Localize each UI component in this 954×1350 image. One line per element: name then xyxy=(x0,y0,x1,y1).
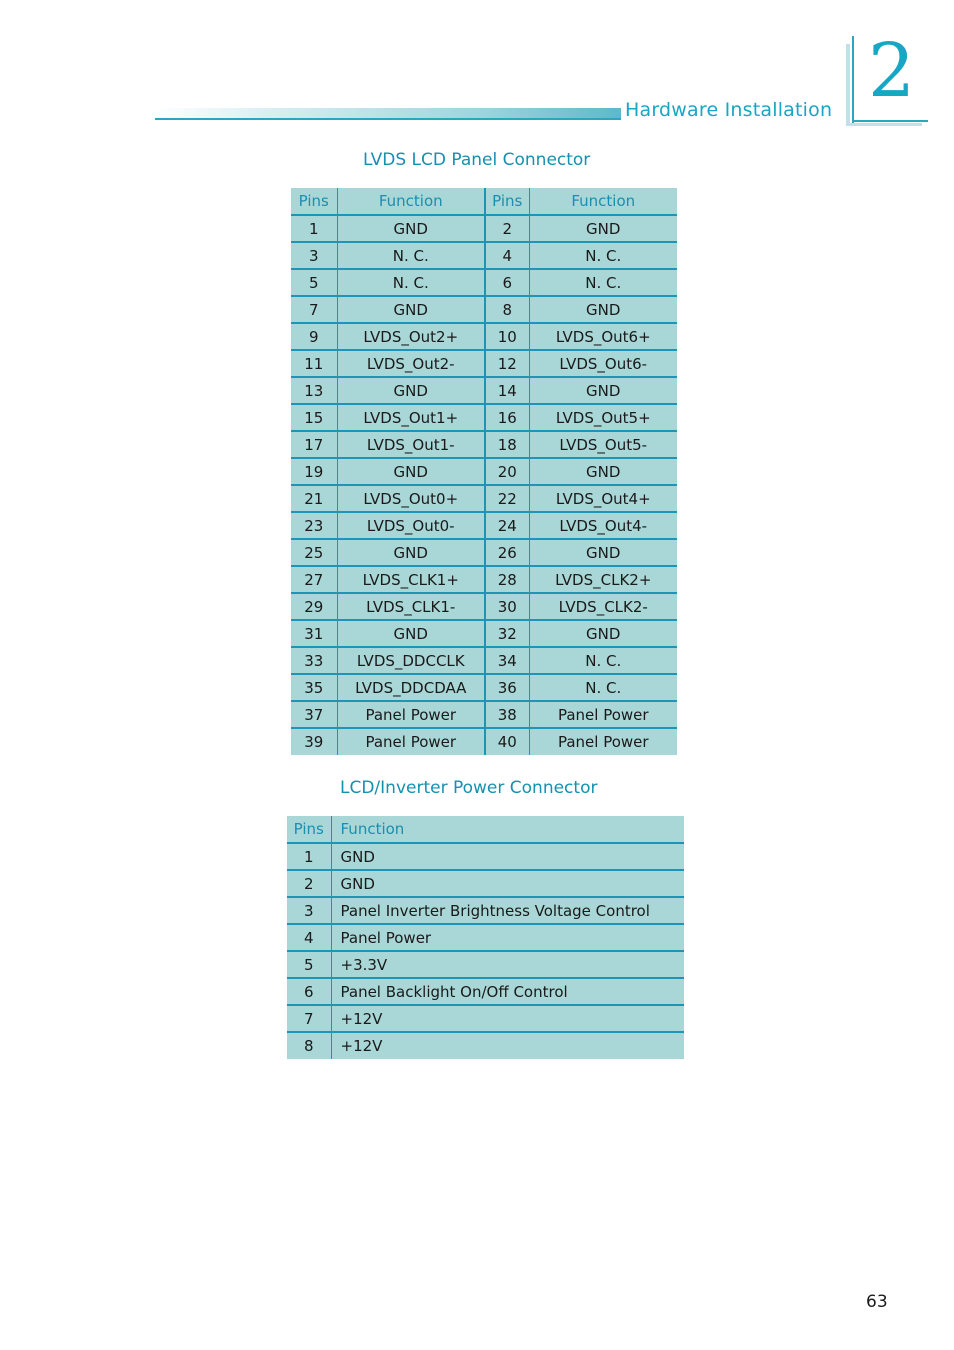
function-cell: GND xyxy=(529,215,677,242)
function-cell: +12V xyxy=(331,1005,684,1032)
function-cell: N. C. xyxy=(529,674,677,701)
table-row xyxy=(291,350,677,377)
pin-cell: 12 xyxy=(485,350,529,377)
pin-cell: 13 xyxy=(291,377,337,404)
pin-cell: 28 xyxy=(485,566,529,593)
pin-cell: 20 xyxy=(485,458,529,485)
table-row xyxy=(291,269,677,296)
function-cell: LVDS_CLK2- xyxy=(529,593,677,620)
function-cell: GND xyxy=(529,620,677,647)
table-row xyxy=(291,593,677,620)
function-cell: GND xyxy=(331,843,684,870)
pin-cell: 1 xyxy=(287,843,331,870)
pin-cell: 36 xyxy=(485,674,529,701)
function-cell: GND xyxy=(337,215,485,242)
pin-cell: 10 xyxy=(485,323,529,350)
pin-cell: 31 xyxy=(291,620,337,647)
function-cell: N. C. xyxy=(337,269,485,296)
function-cell: Panel Power xyxy=(337,728,485,755)
pin-cell: 6 xyxy=(485,269,529,296)
pin-cell: 35 xyxy=(291,674,337,701)
function-cell: Panel Power xyxy=(529,728,677,755)
function-cell: GND xyxy=(529,539,677,566)
table-row xyxy=(291,215,677,242)
pin-cell: 9 xyxy=(291,323,337,350)
pin-cell: 32 xyxy=(485,620,529,647)
pin-cell: 6 xyxy=(287,978,331,1005)
function-cell: LVDS_Out1+ xyxy=(337,404,485,431)
table-row xyxy=(291,296,677,323)
pin-cell: 18 xyxy=(485,431,529,458)
function-cell: GND xyxy=(337,296,485,323)
function-cell: GND xyxy=(337,539,485,566)
function-cell: LVDS_DDCDAA xyxy=(337,674,485,701)
pin-cell: 5 xyxy=(291,269,337,296)
table-row xyxy=(287,978,684,1005)
table-row xyxy=(291,458,677,485)
function-cell: Panel Power xyxy=(337,701,485,728)
pin-cell: 29 xyxy=(291,593,337,620)
pin-cell: 8 xyxy=(485,296,529,323)
table-row xyxy=(291,620,677,647)
pin-cell: 1 xyxy=(291,215,337,242)
function-cell: +3.3V xyxy=(331,951,684,978)
table-row xyxy=(291,431,677,458)
function-cell: GND xyxy=(337,377,485,404)
function-cell: GND xyxy=(337,458,485,485)
function-cell: Panel Inverter Brightness Voltage Control xyxy=(331,897,684,924)
pin-cell: 39 xyxy=(291,728,337,755)
pin-cell: 8 xyxy=(287,1032,331,1059)
table-row xyxy=(291,701,677,728)
table-row xyxy=(291,404,677,431)
pin-cell: 30 xyxy=(485,593,529,620)
function-cell: LVDS_Out5+ xyxy=(529,404,677,431)
function-cell: N. C. xyxy=(337,242,485,269)
pin-cell: 23 xyxy=(291,512,337,539)
function-cell: GND xyxy=(529,377,677,404)
function-cell: Panel Backlight On/Off Control xyxy=(331,978,684,1005)
pin-cell: 7 xyxy=(287,1005,331,1032)
column-header: Pins xyxy=(287,816,331,843)
pin-cell: 27 xyxy=(291,566,337,593)
pin-cell: 38 xyxy=(485,701,529,728)
function-cell: LVDS_Out4- xyxy=(529,512,677,539)
pin-cell: 4 xyxy=(485,242,529,269)
chapter-title: Hardware Installation xyxy=(625,99,833,121)
function-cell: LVDS_Out2- xyxy=(337,350,485,377)
pin-cell: 22 xyxy=(485,485,529,512)
column-header: Function xyxy=(337,188,485,215)
pin-cell: 19 xyxy=(291,458,337,485)
function-cell: GND xyxy=(337,620,485,647)
function-cell: LVDS_CLK2+ xyxy=(529,566,677,593)
function-cell: LVDS_Out1- xyxy=(337,431,485,458)
function-cell: GND xyxy=(529,458,677,485)
column-header: Pins xyxy=(485,188,529,215)
function-cell: LVDS_CLK1- xyxy=(337,593,485,620)
pin-cell: 3 xyxy=(287,897,331,924)
function-cell: LVDS_Out6+ xyxy=(529,323,677,350)
pin-cell: 16 xyxy=(485,404,529,431)
table-row xyxy=(291,674,677,701)
pin-cell: 37 xyxy=(291,701,337,728)
function-cell: LVDS_Out4+ xyxy=(529,485,677,512)
table-row xyxy=(291,485,677,512)
table-row xyxy=(287,843,684,870)
inverter-table-title: LCD/Inverter Power Connector xyxy=(340,778,598,798)
column-header: Function xyxy=(331,816,684,843)
table-row xyxy=(291,323,677,350)
pin-cell: 34 xyxy=(485,647,529,674)
function-cell: LVDS_Out0- xyxy=(337,512,485,539)
function-cell: +12V xyxy=(331,1032,684,1059)
header-rule xyxy=(155,118,621,120)
table-row xyxy=(287,951,684,978)
pin-cell: 21 xyxy=(291,485,337,512)
pin-cell: 14 xyxy=(485,377,529,404)
pin-cell: 24 xyxy=(485,512,529,539)
table-row xyxy=(291,728,677,755)
function-cell: Panel Power xyxy=(529,701,677,728)
function-cell: LVDS_DDCCLK xyxy=(337,647,485,674)
function-cell: N. C. xyxy=(529,269,677,296)
column-header: Pins xyxy=(291,188,337,215)
function-cell: Panel Power xyxy=(331,924,684,951)
function-cell: LVDS_Out0+ xyxy=(337,485,485,512)
table-row xyxy=(291,512,677,539)
table-row xyxy=(287,924,684,951)
table-row xyxy=(291,539,677,566)
pin-cell: 4 xyxy=(287,924,331,951)
function-cell: LVDS_Out2+ xyxy=(337,323,485,350)
pin-cell: 2 xyxy=(485,215,529,242)
pin-cell: 2 xyxy=(287,870,331,897)
function-cell: N. C. xyxy=(529,647,677,674)
pin-cell: 40 xyxy=(485,728,529,755)
chapter-number: 2 xyxy=(868,28,916,114)
table-row xyxy=(287,1005,684,1032)
function-cell: N. C. xyxy=(529,242,677,269)
pin-cell: 5 xyxy=(287,951,331,978)
function-cell: GND xyxy=(529,296,677,323)
table-row xyxy=(291,566,677,593)
table-row xyxy=(291,647,677,674)
pin-cell: 11 xyxy=(291,350,337,377)
column-header: Function xyxy=(529,188,677,215)
table-row xyxy=(287,870,684,897)
table-row xyxy=(291,242,677,269)
pin-cell: 17 xyxy=(291,431,337,458)
pin-cell: 15 xyxy=(291,404,337,431)
table-row xyxy=(287,897,684,924)
inverter-pin-table xyxy=(287,816,684,1059)
function-cell: GND xyxy=(331,870,684,897)
pin-cell: 26 xyxy=(485,539,529,566)
table-row xyxy=(287,1032,684,1059)
pin-cell: 3 xyxy=(291,242,337,269)
function-cell: LVDS_Out6- xyxy=(529,350,677,377)
function-cell: LVDS_CLK1+ xyxy=(337,566,485,593)
page-number: 63 xyxy=(866,1292,888,1312)
pin-cell: 25 xyxy=(291,539,337,566)
pin-cell: 33 xyxy=(291,647,337,674)
lvds-table-title: LVDS LCD Panel Connector xyxy=(363,150,591,170)
lvds-pin-table xyxy=(291,188,677,755)
table-row xyxy=(291,377,677,404)
pin-cell: 7 xyxy=(291,296,337,323)
function-cell: LVDS_Out5- xyxy=(529,431,677,458)
